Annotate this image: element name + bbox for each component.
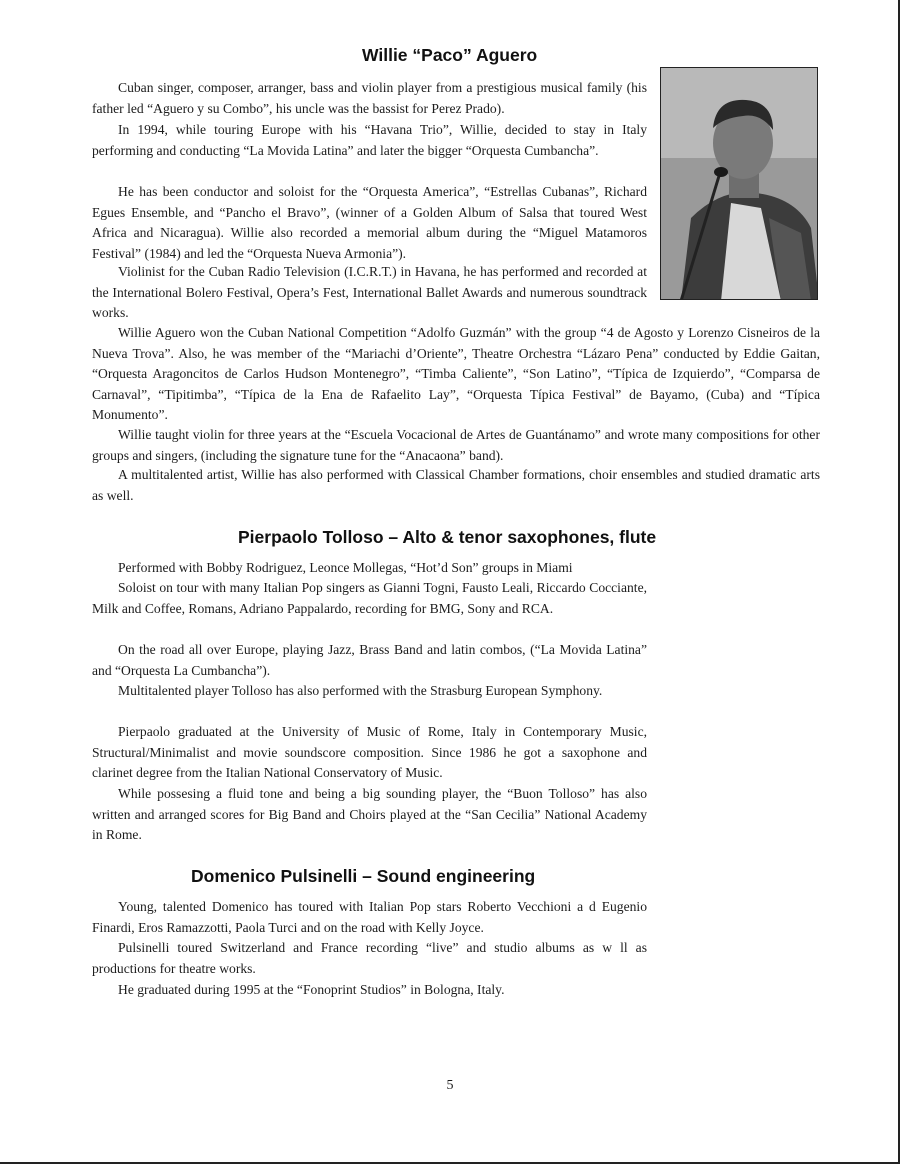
paragraph: Performed with Bobby Rodriguez, Leonce Mollegas, “Hot’d Son” groups in Miami — [118, 560, 573, 575]
paragraph: He graduated during 1995 at the “Fonoprint Studios” in Bologna, Italy. — [118, 982, 505, 997]
section-title-tolloso: Pierpaolo Tolloso – Alto & tenor saxophones, flute — [238, 527, 657, 547]
paragraph: Young, talented Domenico has toured with Italian Pop stars Roberto Vecchioni a d Eugenio Finardi, Eros Ramazzotti, Paola Turci and on the road with Kelly Joyce. — [92, 899, 647, 935]
paragraph: Pulsinelli toured Switzerland and France recording “live” and studio albums as w ll as productions for theatre works. — [92, 940, 647, 976]
paragraph: A multitalented artist, Willie has also performed with Classical Chamber formations, choir ensembles and studied dramatic arts as well. — [92, 467, 820, 503]
singer-with-microphone-photo — [660, 67, 818, 300]
paragraph: Pierpaolo graduated at the University of Music of Rome, Italy in Contemporary Music, Structural/Minimalist and movie soundscore composition. Since 1986 he got a saxophone and clarinet degree from the Italian National Conservatory of Music. — [92, 724, 647, 781]
section-title-aguero: Willie “Paco” Aguero — [362, 45, 538, 65]
paragraph: Willie taught violin for three years at the “Escuela Vocacional de Artes de Guantánamo” and wrote many compositions for other groups and singers, (including the signature tune for the “Anacaona” band). — [92, 427, 820, 463]
paragraph: In 1994, while touring Europe with his “Havana Trio”, Willie, decided to stay in Italy performing and conducting “La Movida Latina” and later the bigger “Orquesta Cumbancha”. — [92, 122, 647, 158]
paragraph: Soloist on tour with many Italian Pop singers as Gianni Togni, Fausto Leali, Riccardo Cocciante, Milk and Coffee, Romans, Adriano Pappalardo, recording for BMG, Sony and RCA. — [92, 580, 647, 616]
paragraph: On the road all over Europe, playing Jazz, Brass Band and latin combos, (“La Movida Latina” and “Orquesta La Cumbancha”). — [92, 642, 647, 678]
paragraph: Cuban singer, composer, arranger, bass and violin player from a prestigious musical family (his father led “Aguero y su Combo”, his uncle was the bassist for Perez Prado). — [92, 80, 647, 116]
paragraph: Violinist for the Cuban Radio Television (I.C.R.T.) in Havana, he has performed and recorded at the International Bolero Festival, Opera’s Fest, International Ballet Awards and numerous soundtrack works. — [92, 264, 647, 321]
paragraph: Willie Aguero won the Cuban National Competition “Adolfo Guzmán” with the group “4 de Agosto y Lorenzo Cisneiros de la Nueva Trova”. Also, he was member of the “Mariachi d’Oriente”, Theatre Orchestra “Lázaro Pena” conducted by Eddie Gaitan, “Orquesta Aragoncitos de Carlos Hudson Montenegro”, “Timba Caliente”, “Son Latino”, “Típica de Izquierdo”, “Comparsa de Carnaval”, “Tipitimba”, “Típica de la Ena de Rafaelito Lay”, “Orquesta Típica Festival” de Bayamo, (Cuba) and “Típica Monumento”. — [92, 325, 820, 423]
paragraph: He has been conductor and soloist for the “Orquesta America”, “Estrellas Cubanas”, Richard Egues Ensemble, and “Pancho el Bravo”, (winner of a Golden Album of Salsa that toured West Africa and Nicaragua). Willie also recorded a memorial album during the “Miguel Matamoros Festival” (1984) and led the “Orquesta Nueva Armonia”). — [92, 184, 647, 261]
paragraph: Multitalented player Tolloso has also performed with the Strasburg European Symphony. — [118, 683, 603, 698]
section-title-pulsinelli: Domenico Pulsinelli – Sound engineering — [191, 866, 536, 886]
paragraph: While possesing a fluid tone and being a big sounding player, the “Buon Tolloso” has also written and arranged scores for Big Band and Choirs played at the “San Cecilia” National Academy in Rome. — [92, 786, 647, 843]
page-number: 5 — [446, 1078, 454, 1093]
